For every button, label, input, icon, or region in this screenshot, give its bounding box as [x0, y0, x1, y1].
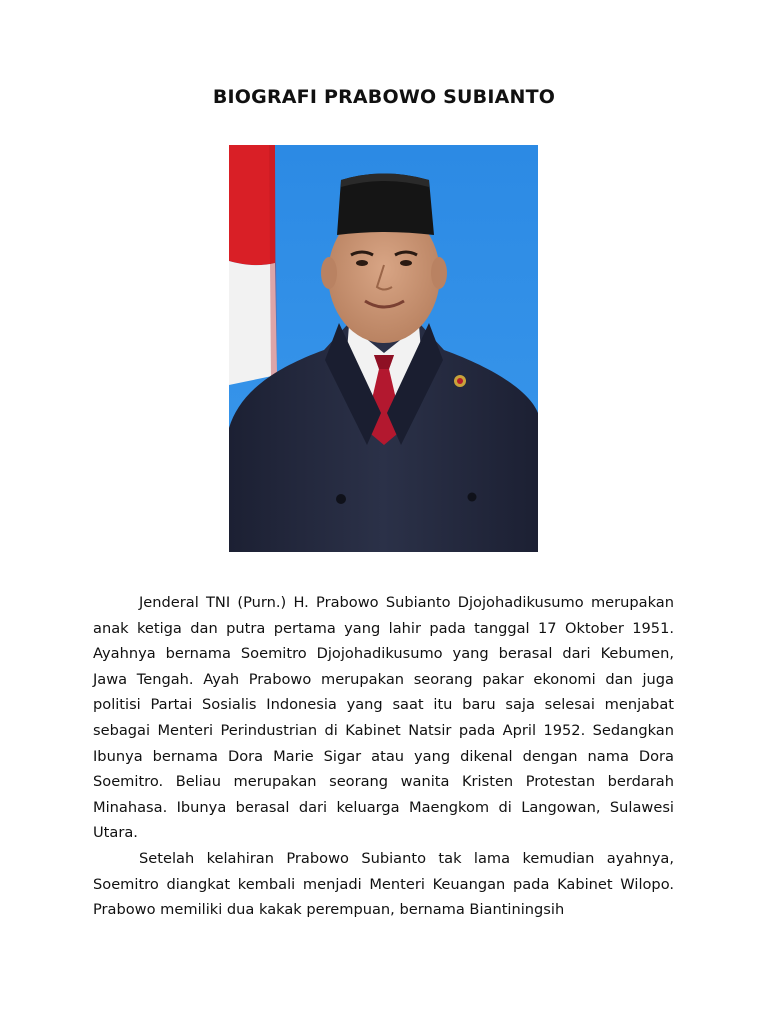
button-icon	[336, 494, 346, 504]
paragraph: Jenderal TNI (Purn.) H. Prabowo Subianto Djojohadikusumo merupakan anak ketiga dan putra pertama yang lahir pada tanggal 17 Oktober 1951. Ayahnya bernama Soemitro Djojohadikusumo yang berasal dari Kebumen, Jawa Tengah. Ayah Prabowo merupakan seorang pakar ekonomi dan juga politisi Partai Sosialis Indonesia yang saat itu baru saja selesai menjabat sebagai Menteri Perindustrian di Kabinet Natsir pada April 1952. Sedangkan Ibunya bernama Dora Marie Sigar atau yang dikenal dengan nama Dora Soemitro. Beliau merupakan seorang wanita Kristen Protestan berdarah Minahasa. Ibunya berasal dari keluarga Maengkom di Langowan, Sulawesi Utara.	[93, 594, 674, 842]
portrait-photo	[229, 145, 538, 552]
flag-icon	[229, 145, 277, 385]
document-title: BIOGRAFI PRABOWO SUBIANTO	[212, 86, 556, 108]
biography-body	[93, 590, 674, 923]
paragraph: Setelah kelahiran Prabowo Subianto tak lama kemudian ayahnya, Soemitro diangkat kembali menjadi Menteri Keuangan pada Kabinet Wilopo. Prabowo memiliki dua kakak perempuan, bernama Biantiningsih	[93, 849, 674, 919]
